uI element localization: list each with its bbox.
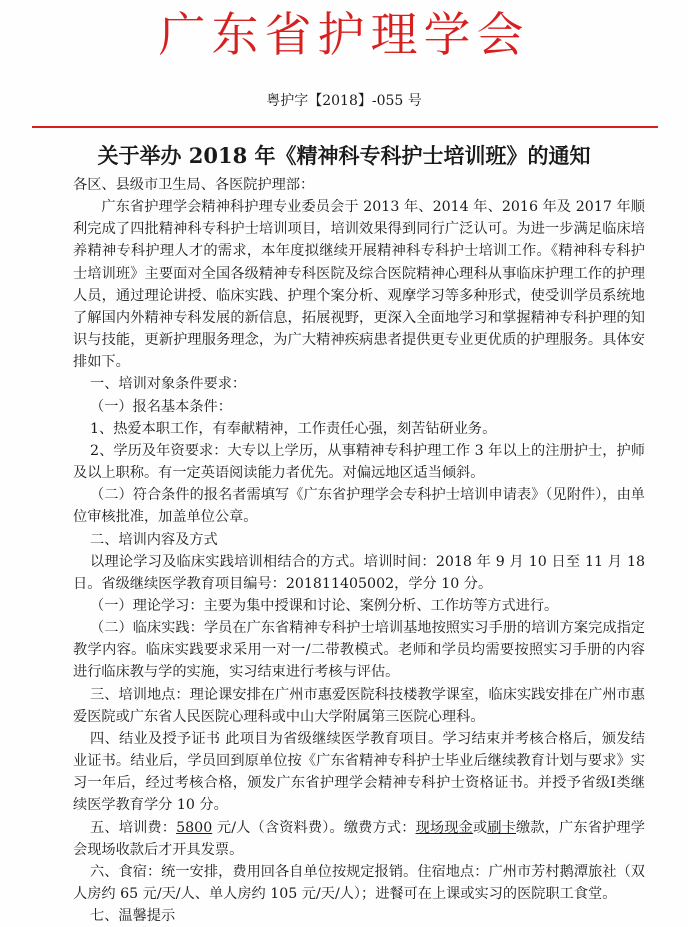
section-4-certificate: 四、结业及授予证书 此项目为省级继续医学教育项目。学习结束并考核合格后，颁发结业证书。结业后，学员回到原单位按《广东省精神专科护士毕业后继续教育计划与要求》实习一年后，经过考核合格，颁发广东省护理学会精神专科护士资格证书。并授予省级Ⅰ类继续医学教育学分 10 分。 <box>73 730 645 814</box>
section-1-heading: 一、培训对象条件要求： <box>90 376 247 393</box>
notice-title: 关于举办 2018 年《精神科专科护士培训班》的通知 <box>97 143 591 168</box>
section-1-sub-2: （二）符合条件的报名者需填写《广东省护理学会专科护士培训申请表》（见附件），由单位审核批准，加盖单位公章。 <box>73 487 645 526</box>
payment-rest: 缴款，广东省护理学会现场收款后才开具发票。 <box>73 819 645 858</box>
section-2-practice: （二）临床实践：学员在广东省精神专科护士培训基地按照实习手册的培训方案完成指定教学内容。临床实践要求采用一对一/二带教模式。老师和学员均需要按照实习手册的内容进行临床教与学的实施，实习结束进行考核与评估。 <box>73 620 645 681</box>
fee-unit: 元/人（含资料费）。缴费方式： <box>212 819 416 836</box>
section-5-fee <box>73 817 645 861</box>
fee-amount: 5800 <box>176 819 213 836</box>
section-2-heading: 二、培训内容及方式 <box>90 531 218 548</box>
payment-or: 或 <box>472 819 488 836</box>
document-number: 粤护字【2018】-055 号 <box>266 93 422 109</box>
salutation: 各区、县级市卫生局、各医院护理部： <box>73 177 315 193</box>
section-1-sub-1-heading: （一）报名基本条件： <box>90 398 232 415</box>
section-1-item-2: 2、学历及年资要求：大专以上学历，从事精神专科护理工作 3 年以上的注册护士，护师及以上职称。有一定英语阅读能力者优先。对偏远地区适当倾斜。 <box>73 442 645 482</box>
section-6-accommodation: 六、食宿：统一安排，费用回各自单位按规定报销。住宿地点：广州市芳村鹅潭旅社（双人房约 65 元/天/人、单人房约 105 元/天/人）；进餐可在上课或实习的医院职工食堂。 <box>73 863 645 902</box>
section-7-heading: 七、温馨提示 <box>90 908 176 925</box>
fee-prefix: 五、培训费： <box>90 819 177 836</box>
org-title: 广东省护理学会 <box>158 8 530 63</box>
intro-paragraph: 广东省护理学会精神科护理专业委员会于 2013 年、2014 年、2016 年及 2017 年顺利完成了四批精神科专科护士培训项目，培训效果得到同行广泛认可。为进一步满足临床培养精神专科护理人才的需求，本年度拟继续开展精神科专科护士培训工作。《精神科专科护士培训班》主要面对全国各级精神专科医院及综合医院精神心理科从事临床护理工作的护理人员，通过理论讲授、临床实践、护理个案分析、观摩学习等多种形式，使受训学员系统地了解国内外精神专科发展的新信息，拓展视野，更深入全面地学习和掌握精神专科护理的知识与技能，更新护理服务理念，为广大精神疾病患者提供更专业更优质的护理服务。具体安排如下。 <box>73 199 645 371</box>
section-3-location: 三、培训地点：理论课安排在广州市惠爱医院科技楼教学课室，临床实践安排在广州市惠爱医院或广东省人民医院心理科或中山大学附属第三医院心理科。 <box>73 686 645 725</box>
header-divider <box>32 126 658 128</box>
notice-body <box>73 174 645 927</box>
payment-cash: 现场现金 <box>415 819 473 836</box>
section-2-schedule: 以理论学习及临床实践培训相结合的方式。培训时间：2018 年 9 月 10 日至 11 月 18 日。省级继续医学教育项目编号：201811405002，学分 10 分。 <box>73 553 645 592</box>
section-1-item-1: 1、热爱本职工作，有奉献精神，工作责任心强，刻苦钻研业务。 <box>90 420 497 437</box>
payment-card: 刷卡 <box>487 819 517 836</box>
section-2-theory: （一）理论学习：主要为集中授课和讨论、案例分析、工作坊等方式进行。 <box>90 597 559 614</box>
